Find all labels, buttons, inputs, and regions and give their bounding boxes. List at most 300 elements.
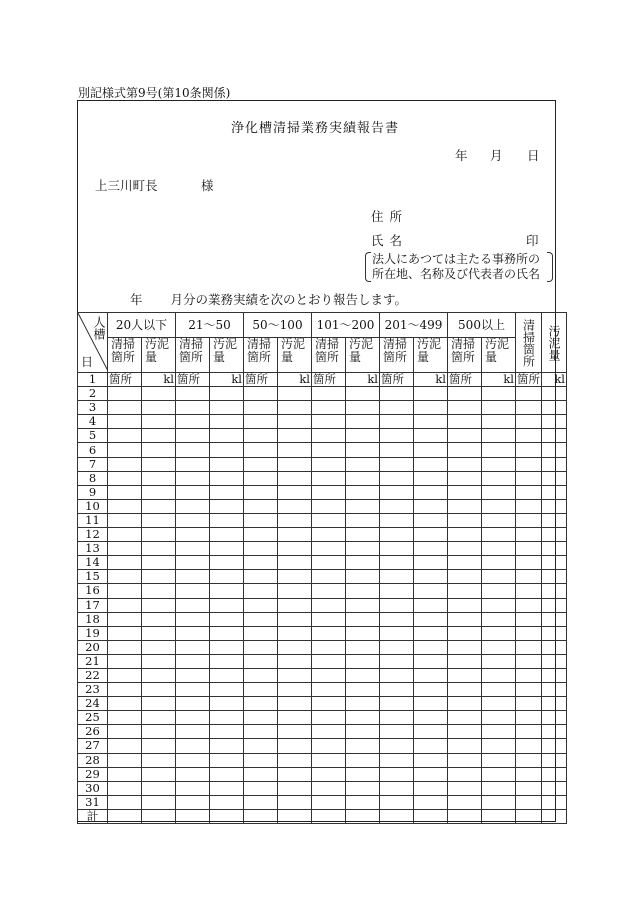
count-cell[interactable] bbox=[448, 640, 482, 654]
total-row-cell[interactable] bbox=[210, 809, 244, 823]
count-cell[interactable]: 箇所 bbox=[176, 373, 210, 387]
total-count-cell[interactable] bbox=[516, 640, 542, 654]
total-count-cell[interactable] bbox=[516, 697, 542, 711]
count-cell[interactable] bbox=[448, 767, 482, 781]
count-cell[interactable] bbox=[176, 795, 210, 809]
count-cell[interactable] bbox=[448, 570, 482, 584]
sludge-cell[interactable] bbox=[346, 598, 380, 612]
sludge-cell[interactable] bbox=[278, 471, 312, 485]
sludge-cell[interactable] bbox=[278, 443, 312, 457]
total-sludge-cell[interactable] bbox=[542, 781, 567, 795]
count-cell[interactable] bbox=[380, 513, 414, 527]
count-cell[interactable] bbox=[312, 584, 346, 598]
count-cell[interactable] bbox=[244, 598, 278, 612]
total-sludge-cell[interactable] bbox=[542, 415, 567, 429]
sludge-cell[interactable] bbox=[278, 668, 312, 682]
sludge-cell[interactable] bbox=[210, 499, 244, 513]
sludge-cell[interactable] bbox=[346, 725, 380, 739]
total-count-cell[interactable] bbox=[516, 471, 542, 485]
count-cell[interactable] bbox=[380, 457, 414, 471]
sludge-cell[interactable] bbox=[278, 485, 312, 499]
count-cell[interactable] bbox=[244, 471, 278, 485]
count-cell[interactable] bbox=[380, 626, 414, 640]
count-cell[interactable] bbox=[176, 584, 210, 598]
count-cell[interactable] bbox=[312, 401, 346, 415]
sludge-cell[interactable] bbox=[278, 528, 312, 542]
count-cell[interactable] bbox=[176, 457, 210, 471]
sludge-cell[interactable] bbox=[278, 598, 312, 612]
count-cell[interactable] bbox=[448, 626, 482, 640]
count-cell[interactable] bbox=[176, 387, 210, 401]
total-row-cell[interactable] bbox=[108, 809, 142, 823]
sludge-cell[interactable] bbox=[210, 612, 244, 626]
count-cell[interactable] bbox=[312, 542, 346, 556]
sludge-cell[interactable] bbox=[278, 457, 312, 471]
count-cell[interactable] bbox=[380, 668, 414, 682]
sludge-cell[interactable] bbox=[414, 499, 448, 513]
count-cell[interactable]: 箇所 bbox=[312, 373, 346, 387]
count-cell[interactable] bbox=[108, 795, 142, 809]
count-cell[interactable] bbox=[448, 485, 482, 499]
count-cell[interactable] bbox=[448, 387, 482, 401]
sludge-cell[interactable] bbox=[346, 612, 380, 626]
total-count-cell[interactable] bbox=[516, 556, 542, 570]
total-count-cell[interactable] bbox=[516, 542, 542, 556]
sludge-cell[interactable] bbox=[482, 387, 516, 401]
total-row-cell[interactable] bbox=[142, 809, 176, 823]
sludge-cell[interactable] bbox=[482, 443, 516, 457]
total-sludge-cell[interactable] bbox=[542, 795, 567, 809]
count-cell[interactable] bbox=[108, 668, 142, 682]
sludge-cell[interactable] bbox=[414, 457, 448, 471]
count-cell[interactable] bbox=[176, 499, 210, 513]
total-sludge-cell[interactable] bbox=[542, 612, 567, 626]
sludge-cell[interactable] bbox=[142, 640, 176, 654]
count-cell[interactable] bbox=[176, 542, 210, 556]
sludge-cell[interactable] bbox=[414, 542, 448, 556]
sludge-cell[interactable] bbox=[346, 711, 380, 725]
sludge-cell[interactable] bbox=[210, 542, 244, 556]
sludge-cell[interactable] bbox=[414, 570, 448, 584]
count-cell[interactable] bbox=[108, 640, 142, 654]
count-cell[interactable] bbox=[448, 725, 482, 739]
sludge-cell[interactable] bbox=[210, 485, 244, 499]
sludge-cell[interactable] bbox=[278, 429, 312, 443]
count-cell[interactable] bbox=[108, 612, 142, 626]
total-count-cell[interactable] bbox=[516, 668, 542, 682]
count-cell[interactable] bbox=[448, 781, 482, 795]
sludge-cell[interactable] bbox=[414, 739, 448, 753]
sludge-cell[interactable] bbox=[142, 612, 176, 626]
count-cell[interactable] bbox=[176, 513, 210, 527]
count-cell[interactable] bbox=[176, 485, 210, 499]
count-cell[interactable] bbox=[176, 626, 210, 640]
sludge-cell[interactable] bbox=[414, 767, 448, 781]
count-cell[interactable] bbox=[312, 513, 346, 527]
count-cell[interactable] bbox=[448, 584, 482, 598]
sludge-cell[interactable] bbox=[346, 429, 380, 443]
sludge-cell[interactable] bbox=[142, 753, 176, 767]
sludge-cell[interactable] bbox=[142, 401, 176, 415]
count-cell[interactable] bbox=[448, 753, 482, 767]
sludge-cell[interactable] bbox=[346, 528, 380, 542]
sludge-cell[interactable] bbox=[346, 668, 380, 682]
sludge-cell[interactable] bbox=[346, 781, 380, 795]
total-count-cell[interactable] bbox=[516, 711, 542, 725]
sludge-cell[interactable] bbox=[142, 767, 176, 781]
sludge-cell[interactable] bbox=[482, 513, 516, 527]
count-cell[interactable] bbox=[244, 795, 278, 809]
sludge-cell[interactable] bbox=[346, 683, 380, 697]
sludge-cell[interactable] bbox=[278, 584, 312, 598]
count-cell[interactable] bbox=[312, 654, 346, 668]
total-row-cell[interactable] bbox=[516, 809, 542, 823]
sludge-cell[interactable] bbox=[482, 640, 516, 654]
count-cell[interactable] bbox=[448, 668, 482, 682]
count-cell[interactable] bbox=[312, 443, 346, 457]
count-cell[interactable] bbox=[244, 429, 278, 443]
total-count-cell[interactable] bbox=[516, 429, 542, 443]
sludge-cell[interactable] bbox=[278, 499, 312, 513]
sludge-cell[interactable] bbox=[414, 387, 448, 401]
count-cell[interactable] bbox=[176, 612, 210, 626]
count-cell[interactable] bbox=[380, 415, 414, 429]
total-sludge-cell[interactable] bbox=[542, 739, 567, 753]
sludge-cell[interactable] bbox=[414, 584, 448, 598]
count-cell[interactable] bbox=[448, 401, 482, 415]
sludge-cell[interactable] bbox=[210, 654, 244, 668]
count-cell[interactable] bbox=[448, 697, 482, 711]
total-sludge-cell[interactable] bbox=[542, 401, 567, 415]
sludge-cell[interactable] bbox=[278, 513, 312, 527]
sludge-cell[interactable] bbox=[482, 598, 516, 612]
sludge-cell[interactable] bbox=[210, 429, 244, 443]
count-cell[interactable]: 箇所 bbox=[244, 373, 278, 387]
count-cell[interactable] bbox=[244, 513, 278, 527]
count-cell[interactable] bbox=[312, 683, 346, 697]
count-cell[interactable] bbox=[448, 457, 482, 471]
count-cell[interactable] bbox=[108, 739, 142, 753]
sludge-cell[interactable] bbox=[278, 612, 312, 626]
count-cell[interactable] bbox=[312, 485, 346, 499]
count-cell[interactable] bbox=[448, 513, 482, 527]
count-cell[interactable] bbox=[244, 528, 278, 542]
count-cell[interactable] bbox=[176, 697, 210, 711]
sludge-cell[interactable] bbox=[142, 795, 176, 809]
sludge-cell[interactable] bbox=[210, 640, 244, 654]
total-row-cell[interactable] bbox=[414, 809, 448, 823]
count-cell[interactable] bbox=[176, 415, 210, 429]
count-cell[interactable] bbox=[244, 739, 278, 753]
count-cell[interactable] bbox=[176, 528, 210, 542]
sludge-cell[interactable] bbox=[278, 767, 312, 781]
sludge-cell[interactable] bbox=[142, 598, 176, 612]
count-cell[interactable] bbox=[380, 725, 414, 739]
count-cell[interactable] bbox=[448, 499, 482, 513]
count-cell[interactable] bbox=[448, 711, 482, 725]
sludge-cell[interactable] bbox=[210, 415, 244, 429]
sludge-cell[interactable] bbox=[278, 781, 312, 795]
count-cell[interactable] bbox=[244, 415, 278, 429]
count-cell[interactable] bbox=[108, 556, 142, 570]
total-sludge-cell[interactable] bbox=[542, 767, 567, 781]
total-sludge-cell[interactable]: kl bbox=[542, 373, 567, 387]
sludge-cell[interactable] bbox=[482, 485, 516, 499]
count-cell[interactable] bbox=[108, 725, 142, 739]
sludge-cell[interactable] bbox=[482, 471, 516, 485]
sludge-cell[interactable] bbox=[346, 739, 380, 753]
count-cell[interactable] bbox=[380, 401, 414, 415]
sludge-cell[interactable] bbox=[482, 711, 516, 725]
sludge-cell[interactable] bbox=[414, 711, 448, 725]
total-row-cell[interactable] bbox=[542, 809, 567, 823]
count-cell[interactable] bbox=[108, 471, 142, 485]
count-cell[interactable] bbox=[108, 415, 142, 429]
sludge-cell[interactable] bbox=[210, 739, 244, 753]
total-sludge-cell[interactable] bbox=[542, 429, 567, 443]
count-cell[interactable] bbox=[244, 542, 278, 556]
sludge-cell[interactable]: kl bbox=[142, 373, 176, 387]
sludge-cell[interactable] bbox=[482, 457, 516, 471]
count-cell[interactable] bbox=[176, 640, 210, 654]
sludge-cell[interactable] bbox=[210, 401, 244, 415]
total-row-cell[interactable] bbox=[278, 809, 312, 823]
count-cell[interactable] bbox=[108, 499, 142, 513]
sludge-cell[interactable] bbox=[482, 697, 516, 711]
total-sludge-cell[interactable] bbox=[542, 570, 567, 584]
count-cell[interactable] bbox=[312, 753, 346, 767]
sludge-cell[interactable] bbox=[346, 499, 380, 513]
count-cell[interactable] bbox=[312, 499, 346, 513]
sludge-cell[interactable] bbox=[142, 429, 176, 443]
count-cell[interactable] bbox=[176, 683, 210, 697]
count-cell[interactable] bbox=[108, 626, 142, 640]
count-cell[interactable] bbox=[380, 598, 414, 612]
total-sludge-cell[interactable] bbox=[542, 471, 567, 485]
sludge-cell[interactable] bbox=[482, 528, 516, 542]
total-count-cell[interactable] bbox=[516, 415, 542, 429]
sludge-cell[interactable] bbox=[482, 683, 516, 697]
sludge-cell[interactable] bbox=[142, 499, 176, 513]
sludge-cell[interactable] bbox=[414, 471, 448, 485]
sludge-cell[interactable] bbox=[346, 697, 380, 711]
total-sludge-cell[interactable] bbox=[542, 499, 567, 513]
sludge-cell[interactable] bbox=[346, 795, 380, 809]
count-cell[interactable] bbox=[108, 683, 142, 697]
sludge-cell[interactable] bbox=[278, 654, 312, 668]
sludge-cell[interactable] bbox=[482, 781, 516, 795]
sludge-cell[interactable] bbox=[346, 485, 380, 499]
count-cell[interactable] bbox=[108, 767, 142, 781]
sludge-cell[interactable] bbox=[414, 443, 448, 457]
total-count-cell[interactable] bbox=[516, 584, 542, 598]
sludge-cell[interactable] bbox=[210, 528, 244, 542]
count-cell[interactable] bbox=[380, 584, 414, 598]
total-count-cell[interactable] bbox=[516, 570, 542, 584]
sludge-cell[interactable] bbox=[482, 556, 516, 570]
count-cell[interactable] bbox=[108, 697, 142, 711]
sludge-cell[interactable] bbox=[414, 401, 448, 415]
count-cell[interactable] bbox=[108, 711, 142, 725]
sludge-cell[interactable] bbox=[482, 570, 516, 584]
count-cell[interactable] bbox=[448, 683, 482, 697]
count-cell[interactable] bbox=[244, 725, 278, 739]
sludge-cell[interactable] bbox=[414, 612, 448, 626]
sludge-cell[interactable] bbox=[210, 457, 244, 471]
count-cell[interactable] bbox=[108, 401, 142, 415]
total-sludge-cell[interactable] bbox=[542, 457, 567, 471]
total-row-cell[interactable] bbox=[244, 809, 278, 823]
sludge-cell[interactable] bbox=[142, 668, 176, 682]
total-count-cell[interactable]: 箇所 bbox=[517, 372, 540, 387]
count-cell[interactable] bbox=[312, 471, 346, 485]
total-count-cell[interactable] bbox=[516, 528, 542, 542]
count-cell[interactable] bbox=[244, 612, 278, 626]
sludge-cell[interactable] bbox=[278, 387, 312, 401]
count-cell[interactable] bbox=[176, 429, 210, 443]
sludge-cell[interactable] bbox=[210, 626, 244, 640]
sludge-cell[interactable] bbox=[482, 612, 516, 626]
count-cell[interactable] bbox=[244, 584, 278, 598]
sludge-cell[interactable] bbox=[482, 795, 516, 809]
sludge-cell[interactable] bbox=[210, 471, 244, 485]
total-sludge-cell[interactable] bbox=[542, 443, 567, 457]
sludge-cell[interactable] bbox=[482, 401, 516, 415]
sludge-cell[interactable] bbox=[142, 443, 176, 457]
sludge-cell[interactable] bbox=[278, 542, 312, 556]
sludge-cell[interactable] bbox=[278, 570, 312, 584]
sludge-cell[interactable] bbox=[346, 626, 380, 640]
count-cell[interactable] bbox=[108, 542, 142, 556]
count-cell[interactable] bbox=[176, 739, 210, 753]
count-cell[interactable] bbox=[380, 528, 414, 542]
sludge-cell[interactable] bbox=[346, 570, 380, 584]
sludge-cell[interactable] bbox=[414, 598, 448, 612]
count-cell[interactable] bbox=[312, 429, 346, 443]
count-cell[interactable] bbox=[176, 753, 210, 767]
total-count-cell[interactable] bbox=[516, 626, 542, 640]
total-sludge-cell[interactable] bbox=[542, 584, 567, 598]
count-cell[interactable] bbox=[176, 668, 210, 682]
sludge-cell[interactable] bbox=[210, 767, 244, 781]
total-row-cell[interactable] bbox=[380, 809, 414, 823]
sludge-cell[interactable] bbox=[142, 528, 176, 542]
sludge-cell[interactable] bbox=[346, 387, 380, 401]
count-cell[interactable] bbox=[380, 542, 414, 556]
count-cell[interactable] bbox=[108, 753, 142, 767]
count-cell[interactable] bbox=[244, 626, 278, 640]
sludge-cell[interactable] bbox=[210, 711, 244, 725]
sludge-cell[interactable] bbox=[210, 584, 244, 598]
sludge-cell[interactable] bbox=[482, 767, 516, 781]
sludge-cell[interactable] bbox=[278, 556, 312, 570]
total-sludge-cell[interactable] bbox=[542, 697, 567, 711]
total-count-cell[interactable] bbox=[516, 612, 542, 626]
sludge-cell[interactable] bbox=[482, 626, 516, 640]
count-cell[interactable] bbox=[312, 387, 346, 401]
count-cell[interactable]: 箇所 bbox=[380, 373, 414, 387]
count-cell[interactable] bbox=[244, 711, 278, 725]
sludge-cell[interactable] bbox=[278, 711, 312, 725]
sludge-cell[interactable] bbox=[482, 584, 516, 598]
count-cell[interactable] bbox=[108, 485, 142, 499]
total-sludge-cell[interactable] bbox=[542, 668, 567, 682]
count-cell[interactable] bbox=[448, 739, 482, 753]
count-cell[interactable] bbox=[108, 570, 142, 584]
sludge-cell[interactable] bbox=[278, 640, 312, 654]
count-cell[interactable] bbox=[380, 387, 414, 401]
total-sludge-cell[interactable] bbox=[542, 513, 567, 527]
sludge-cell[interactable] bbox=[482, 739, 516, 753]
sludge-cell[interactable] bbox=[142, 485, 176, 499]
count-cell[interactable] bbox=[380, 683, 414, 697]
total-count-cell[interactable] bbox=[516, 725, 542, 739]
total-sludge-cell[interactable] bbox=[542, 711, 567, 725]
sludge-cell[interactable] bbox=[346, 471, 380, 485]
sludge-cell[interactable] bbox=[414, 626, 448, 640]
sludge-cell[interactable] bbox=[414, 697, 448, 711]
count-cell[interactable] bbox=[176, 443, 210, 457]
sludge-cell[interactable] bbox=[210, 668, 244, 682]
sludge-cell[interactable] bbox=[346, 556, 380, 570]
sludge-cell[interactable] bbox=[346, 767, 380, 781]
sludge-cell[interactable]: kl bbox=[210, 373, 244, 387]
count-cell[interactable] bbox=[380, 711, 414, 725]
count-cell[interactable] bbox=[176, 654, 210, 668]
count-cell[interactable] bbox=[380, 640, 414, 654]
count-cell[interactable] bbox=[448, 429, 482, 443]
sludge-cell[interactable] bbox=[142, 556, 176, 570]
count-cell[interactable] bbox=[108, 781, 142, 795]
sludge-cell[interactable] bbox=[210, 781, 244, 795]
count-cell[interactable] bbox=[176, 471, 210, 485]
total-row-cell[interactable] bbox=[312, 809, 346, 823]
sludge-cell[interactable] bbox=[414, 556, 448, 570]
count-cell[interactable] bbox=[244, 485, 278, 499]
total-sludge-cell[interactable] bbox=[542, 753, 567, 767]
count-cell[interactable] bbox=[448, 471, 482, 485]
sludge-cell[interactable] bbox=[142, 457, 176, 471]
total-count-cell[interactable] bbox=[516, 499, 542, 513]
sludge-cell[interactable] bbox=[142, 711, 176, 725]
sludge-cell[interactable] bbox=[210, 795, 244, 809]
total-count-cell[interactable] bbox=[516, 767, 542, 781]
total-row-cell[interactable] bbox=[482, 809, 516, 823]
count-cell[interactable] bbox=[448, 415, 482, 429]
count-cell[interactable] bbox=[380, 739, 414, 753]
count-cell[interactable] bbox=[312, 612, 346, 626]
total-sludge-cell[interactable] bbox=[542, 725, 567, 739]
sludge-cell[interactable] bbox=[142, 471, 176, 485]
sludge-cell[interactable] bbox=[278, 795, 312, 809]
sludge-cell[interactable]: kl bbox=[414, 373, 448, 387]
sludge-cell[interactable] bbox=[210, 598, 244, 612]
sludge-cell[interactable] bbox=[142, 725, 176, 739]
sludge-cell[interactable] bbox=[210, 387, 244, 401]
sludge-cell[interactable] bbox=[346, 753, 380, 767]
count-cell[interactable] bbox=[244, 570, 278, 584]
sludge-cell[interactable] bbox=[414, 683, 448, 697]
sludge-cell[interactable] bbox=[278, 739, 312, 753]
count-cell[interactable] bbox=[380, 697, 414, 711]
count-cell[interactable] bbox=[108, 387, 142, 401]
sludge-cell[interactable] bbox=[278, 626, 312, 640]
total-count-cell[interactable] bbox=[516, 513, 542, 527]
sludge-cell[interactable] bbox=[210, 753, 244, 767]
sludge-cell[interactable] bbox=[346, 584, 380, 598]
sludge-cell[interactable] bbox=[142, 584, 176, 598]
count-cell[interactable] bbox=[380, 654, 414, 668]
